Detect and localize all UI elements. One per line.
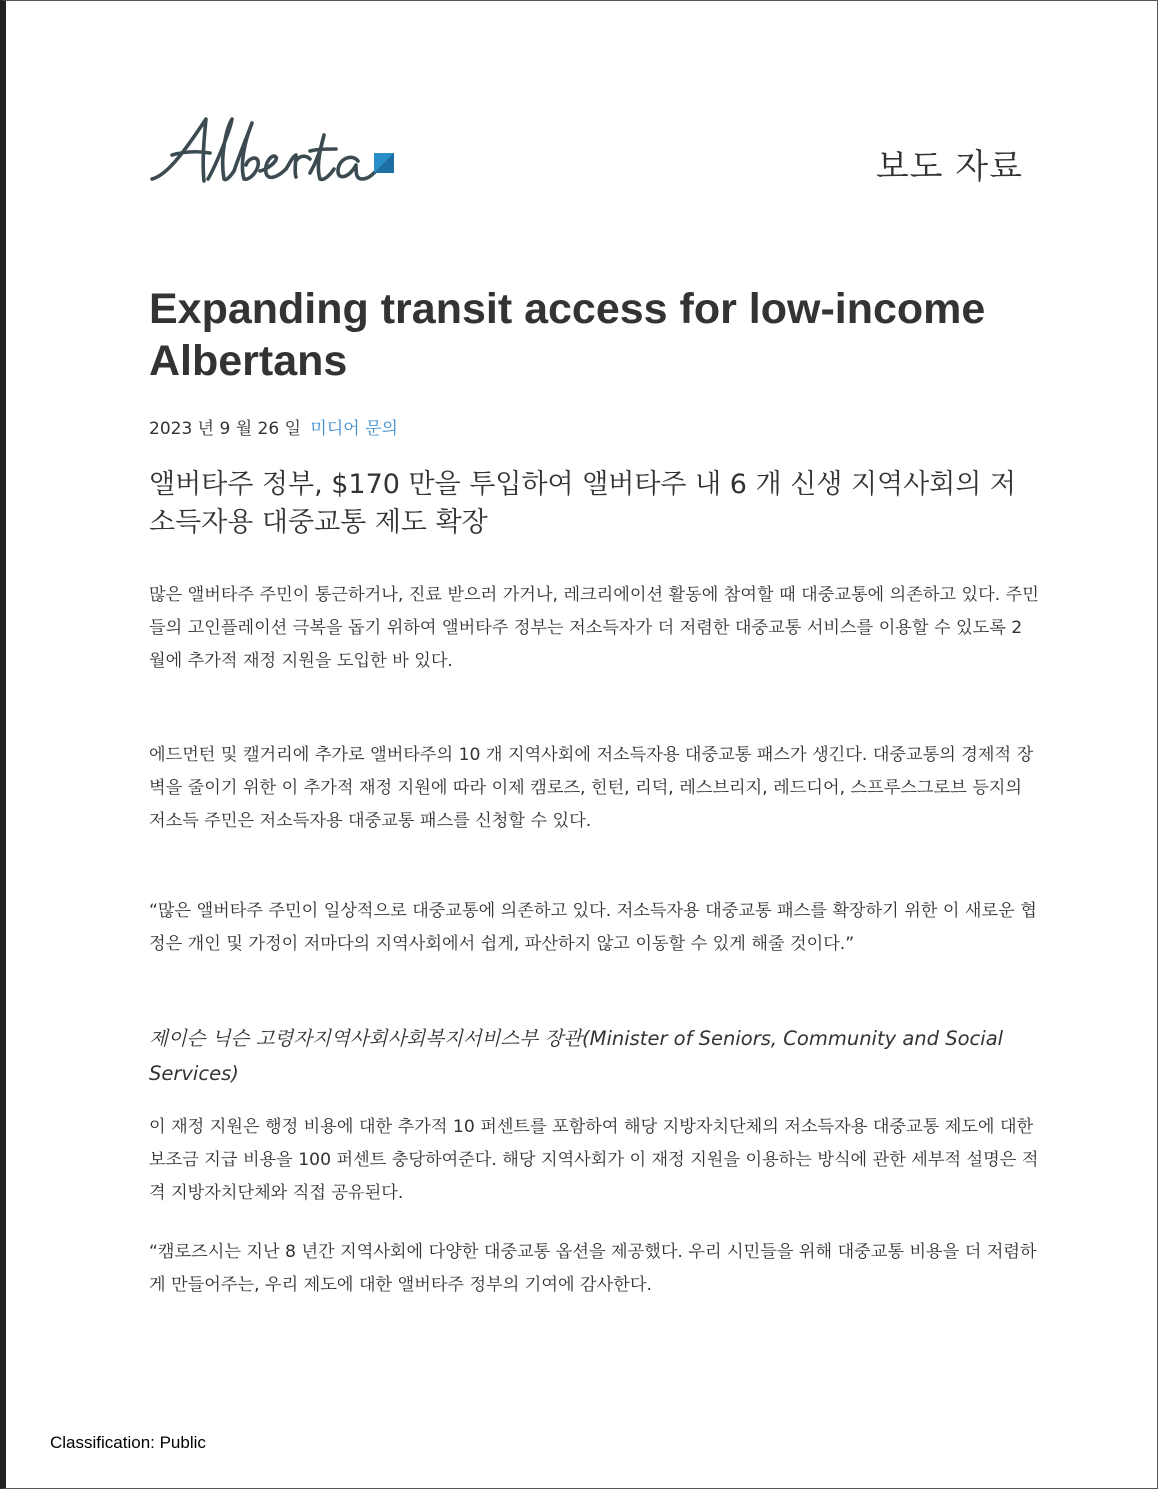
quote-paragraph-2: “캠로즈시는 지난 8 년간 지역사회에 다양한 대중교통 옵션을 제공했다. 우리 시민들을 위해 대중교통 비용을 더 저렴하게 만들어주는, 우리 제도에 대한 앨버타주 정부의 기여에 감사한다. [149, 1242, 1037, 1295]
dateline [149, 414, 398, 439]
body-paragraph-1: 많은 앨버타주 주민이 통근하거나, 진료 받으러 가거나, 레크리에이션 활동에 참여할 때 대중교통에 의존하고 있다. 주민들의 고인플레이션 극복을 돕기 위하여 앨버타주 정부는 저소득자가 더 저렴한 대중교통 서비스를 이용할 수 있도록 2 월에 추가적 재정 지원을 도입한 바 있다. [149, 585, 1039, 671]
quote-attribution: 제이슨 닉슨 고령자지역사회사회복지서비스부 장관(Minister of Seniors, Community and Social Services) [149, 1027, 1004, 1085]
quote-paragraph-1: “많은 앨버타주 주민이 일상적으로 대중교통에 의존하고 있다. 저소득자용 대중교통 패스를 확장하기 위한 이 새로운 협정은 개인 및 가정이 저마다의 지역사회에서 쉽게, 파산하지 않고 이동할 수 있게 해줄 것이다.” [149, 901, 1037, 954]
classification-label: Classification: Public [50, 1433, 206, 1452]
document-type-label: 보도 자료 [875, 147, 1023, 187]
body-paragraph-2: 에드먼턴 및 캘거리에 추가로 앨버타주의 10 개 지역사회에 저소득자용 대중교통 패스가 생긴다. 대중교통의 경제적 장벽을 줄이기 위한 이 추가적 재정 지원에 따라 이제 캠로즈, 힌턴, 리덕, 레스브리지, 레드디어, 스프루스그로브 등지의 저소득 주민은 저소득자용 대중교통 패스를 신청할 수 있다. [149, 745, 1034, 831]
alberta-logo [146, 109, 402, 193]
release-date: 2023 년 9 월 26 일 [149, 419, 301, 439]
subtitle: 앨버타주 정부, $170 만을 투입하여 앨버타주 내 6 개 신생 지역사회의 저소득자용 대중교통 제도 확장 [149, 469, 1017, 538]
media-inquiries-link[interactable]: 미디어 문의 [310, 419, 398, 439]
body-paragraph-3: 이 재정 지원은 행정 비용에 대한 추가적 10 퍼센트를 포함하여 해당 지방자치단체의 저소득자용 대중교통 제도에 대한 보조금 지급 비용을 100 퍼센트 충당하여준다. 해당 지역사회가 이 재정 지원을 이용하는 방식에 관한 세부적 설명은 적격 지방자치단체와 직접 공유된다. [149, 1117, 1039, 1203]
page-title: Expanding transit access for low-income Albertans [149, 285, 986, 385]
